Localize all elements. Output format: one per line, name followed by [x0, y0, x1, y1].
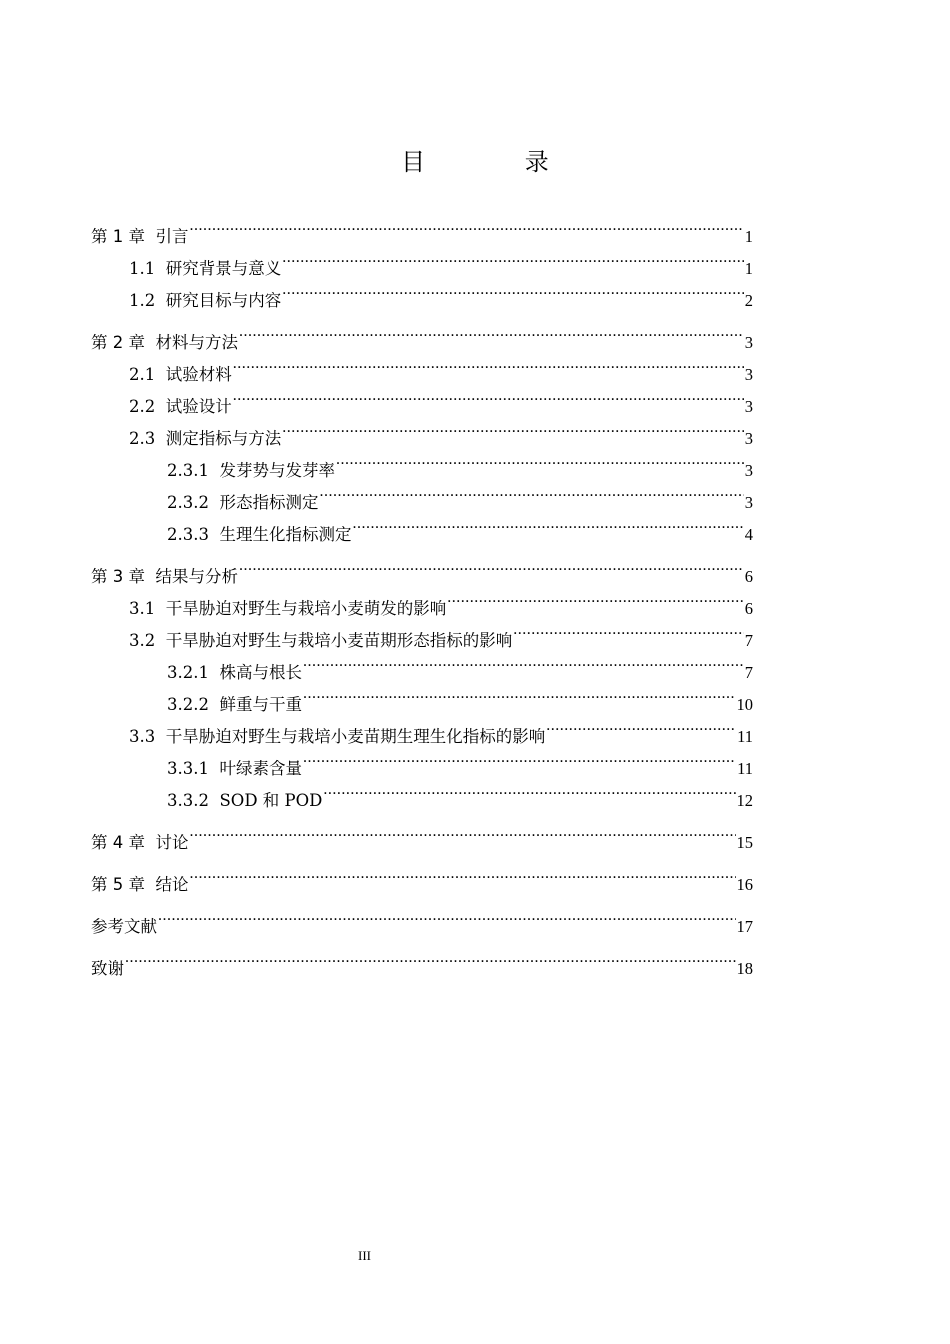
toc-entry-number: 2.1: [129, 365, 156, 384]
toc-entry-page: 12: [736, 791, 753, 810]
toc-entry-title: 干旱胁迫对野生与栽培小麦萌发的影响: [165, 599, 447, 618]
toc-entry-title: 鲜重与干重: [219, 695, 302, 714]
toc-entry-title: 结论: [155, 875, 189, 894]
toc-entry-section-3-1[interactable]: [91, 582, 753, 618]
toc-entry-page: 6: [744, 599, 753, 618]
toc-entry-page: 10: [736, 695, 753, 714]
toc-entry-page: 11: [737, 727, 753, 746]
toc-entry-title: SOD 和 POD: [219, 791, 323, 810]
toc-entry-section-2-3-1[interactable]: [91, 444, 753, 480]
toc-entry-title: 致谢: [91, 959, 124, 978]
toc-entry-page: 3: [744, 397, 753, 416]
toc-entry-title: 材料与方法: [155, 333, 238, 352]
dot-leader: [319, 476, 743, 508]
dot-leader: [303, 646, 744, 678]
toc-entry-page: 16: [736, 875, 753, 894]
dot-leader: [323, 774, 735, 806]
toc-entry-title: 参考文献: [91, 917, 157, 936]
toc-entry-number: 第 1 章: [91, 227, 145, 246]
dot-leader: [158, 900, 736, 932]
toc-entry-section-3-3-2[interactable]: [91, 774, 753, 810]
toc-entry-title: 叶绿素含量: [219, 759, 302, 778]
toc-entry-number: 3.3.1: [167, 759, 209, 778]
toc-entry-title: 讨论: [155, 833, 189, 852]
toc-entry-references[interactable]: [91, 900, 753, 936]
toc-entry-title: 测定指标与方法: [165, 429, 282, 448]
toc-entry-section-3-2[interactable]: [91, 614, 753, 650]
dot-leader: [303, 742, 736, 774]
toc-entry-section-2-3-2[interactable]: [91, 476, 753, 512]
toc-entry-number: 2.3.2: [167, 493, 209, 512]
toc-entry-chapter-5[interactable]: [91, 858, 753, 894]
toc-entry-number: 1.1: [129, 259, 156, 278]
toc-entry-number: 3.2: [129, 631, 156, 650]
toc-entry-title: 研究背景与意义: [165, 259, 282, 278]
toc-entry-number: 3.1: [129, 599, 156, 618]
toc-entry-page: 3: [744, 365, 753, 384]
toc-entry-number: 2.3: [129, 429, 156, 448]
toc-entry-title: 试验设计: [165, 397, 232, 416]
toc-entry-title: 株高与根长: [219, 663, 302, 682]
toc-entry-number: 2.3.3: [167, 525, 209, 544]
toc-entry-title: 形态指标测定: [219, 493, 319, 512]
toc-entry-number: 第 3 章: [91, 567, 145, 586]
toc-entry-number: 2.3.1: [167, 461, 209, 480]
dot-leader: [546, 710, 736, 742]
dot-leader: [239, 316, 744, 348]
toc-entry-number: 1.2: [129, 291, 156, 310]
dot-leader: [233, 380, 744, 412]
toc-entry-section-1-1[interactable]: [91, 242, 753, 278]
toc-entry-title: 生理生化指标测定: [219, 525, 352, 544]
dot-leader: [282, 412, 744, 444]
toc-entry-number: 3.3.2: [167, 791, 209, 810]
toc-entry-page: 17: [736, 917, 753, 936]
toc-entry-section-1-2[interactable]: [91, 274, 753, 310]
dot-leader: [233, 348, 744, 380]
toc-entry-page: 3: [744, 333, 753, 352]
toc-entry-chapter-1[interactable]: [91, 210, 753, 246]
toc-entry-chapter-3[interactable]: [91, 550, 753, 586]
dot-leader: [282, 242, 744, 274]
toc-entry-title: 干旱胁迫对野生与栽培小麦苗期形态指标的影响: [165, 631, 513, 650]
toc-entry-section-3-2-1[interactable]: [91, 646, 753, 682]
toc-entry-page: 1: [744, 259, 753, 278]
toc-entry-number: 3.2.1: [167, 663, 209, 682]
toc-entry-number: 3.2.2: [167, 695, 209, 714]
toc-entry-number: 2.2: [129, 397, 156, 416]
dot-leader: [352, 508, 743, 540]
dot-leader: [190, 210, 744, 242]
dot-leader: [190, 816, 736, 848]
toc-title: 目 录: [401, 148, 595, 176]
toc-entry-title: 研究目标与内容: [165, 291, 282, 310]
toc-entry-title: 发芽势与发芽率: [219, 461, 335, 480]
dot-leader: [239, 550, 744, 582]
toc-entry-page: 3: [744, 493, 753, 512]
toc-entry-title: 试验材料: [165, 365, 232, 384]
toc-entry-number: 第 4 章: [91, 833, 145, 852]
toc-entry-page: 2: [744, 291, 753, 310]
dot-leader: [282, 274, 744, 306]
page-number: III: [358, 1248, 371, 1263]
toc-entry-page: 15: [736, 833, 753, 852]
toc-entry-section-2-3-3[interactable]: [91, 508, 753, 544]
toc-entry-page: 6: [744, 567, 753, 586]
toc-entry-chapter-4[interactable]: [91, 816, 753, 852]
toc-entry-number: 3.3: [129, 727, 156, 746]
toc-entry-number: 第 2 章: [91, 333, 145, 352]
toc-entry-page: 18: [736, 959, 753, 978]
toc-entry-page: 3: [744, 461, 753, 480]
toc-entry-section-2-2[interactable]: [91, 380, 753, 416]
toc-entry-section-2-1[interactable]: [91, 348, 753, 384]
toc-entry-section-3-3-1[interactable]: [91, 742, 753, 778]
dot-leader: [125, 942, 736, 974]
toc-entry-title: 干旱胁迫对野生与栽培小麦苗期生理生化指标的影响: [165, 727, 546, 746]
dot-leader: [190, 858, 736, 890]
toc-entry-page: 4: [744, 525, 753, 544]
toc-entry-page: 7: [744, 663, 753, 682]
toc-entry-number: 第 5 章: [91, 875, 145, 894]
toc-entry-page: 3: [744, 429, 753, 448]
dot-leader: [336, 444, 744, 476]
dot-leader: [303, 678, 736, 710]
toc-entry-page: 1: [744, 227, 753, 246]
toc-entry-section-2-3[interactable]: [91, 412, 753, 448]
toc-entry-chapter-2[interactable]: [91, 316, 753, 352]
toc-entry-page: 7: [744, 631, 753, 650]
table-of-contents: [91, 210, 753, 978]
toc-entry-section-3-2-2[interactable]: [91, 678, 753, 714]
toc-entry-title: 引言: [155, 227, 189, 246]
toc-entry-title: 结果与分析: [155, 567, 238, 586]
toc-entry-section-3-3[interactable]: [91, 710, 753, 746]
toc-entry-acknowledgements[interactable]: [91, 942, 753, 978]
toc-entry-page: 11: [737, 759, 753, 778]
dot-leader: [447, 582, 744, 614]
dot-leader: [513, 614, 744, 646]
